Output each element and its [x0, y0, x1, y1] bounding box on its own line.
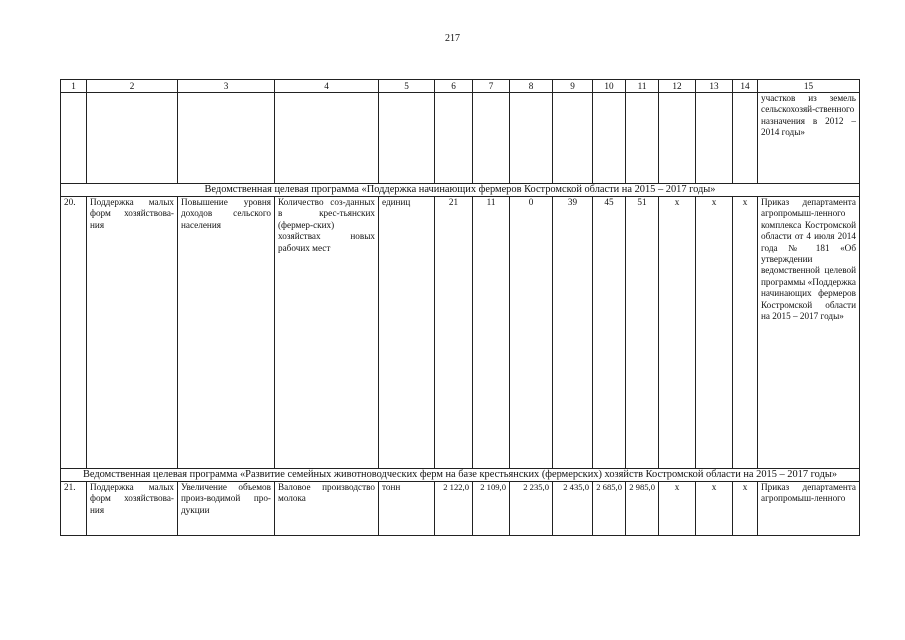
header-cell: 14	[733, 80, 758, 93]
indicator-cell: Количество соз-данных в крес-тьянских (фермер-ских) хозяйствах новых рабочих мест	[275, 197, 379, 469]
header-cell: 10	[593, 80, 626, 93]
task-cell: Поддержка малых форм хозяйствова-ния	[87, 482, 178, 536]
header-cell: 5	[379, 80, 435, 93]
value-cell: 2 685,0	[593, 482, 626, 536]
indicators-table	[60, 79, 860, 536]
row-number: 20.	[61, 197, 87, 469]
value-cell: 21	[435, 197, 473, 469]
value-cell: х	[696, 482, 733, 536]
value-cell: х	[733, 482, 758, 536]
header-cell: 1	[61, 80, 87, 93]
value-cell: 45	[593, 197, 626, 469]
row-number: 21.	[61, 482, 87, 536]
header-cell: 11	[626, 80, 659, 93]
section-title-row	[61, 469, 860, 482]
table-row	[61, 482, 860, 536]
section-title: Ведомственная целевая программа «Развитие семейных животноводческих ферм на базе крестьянских (фермерских) хозяйств Костромской области на 2015 – 2017 годы»	[61, 469, 860, 482]
section-title: Ведомственная целевая программа «Поддержка начинающих фермеров Костромской области на 2015 – 2017 годы»	[61, 184, 860, 197]
header-cell: 4	[275, 80, 379, 93]
legal-basis-cell: участков из земель сельскохозяй-ственного назначения в 2012 – 2014 годы»	[758, 93, 860, 184]
legal-basis-cell: Приказ департамента агропромыш-ленного	[758, 482, 860, 536]
value-cell: 51	[626, 197, 659, 469]
header-cell: 9	[553, 80, 593, 93]
value-cell: х	[659, 197, 696, 469]
legal-basis-cell: Приказ департамента агропромыш-ленного комплекса Костромской области от 4 июля 2014 года № 181 «Об утверждении ведомственной целевой программы «Поддержка начинающих фермеров Костромской области на 2015 – 2017 годы»	[758, 197, 860, 469]
goal-cell: Повышение уровня доходов сельского населения	[178, 197, 275, 469]
header-cell: 6	[435, 80, 473, 93]
value-cell: х	[733, 197, 758, 469]
table-row	[61, 197, 860, 469]
header-cell: 13	[696, 80, 733, 93]
unit-cell: единиц	[379, 197, 435, 469]
value-cell: 2 985,0	[626, 482, 659, 536]
value-cell: 2 109,0	[473, 482, 510, 536]
value-cell: 39	[553, 197, 593, 469]
value-cell: 2 235,0	[510, 482, 553, 536]
header-cell: 12	[659, 80, 696, 93]
header-cell: 8	[510, 80, 553, 93]
header-cell: 15	[758, 80, 860, 93]
value-cell: х	[659, 482, 696, 536]
task-cell: Поддержка малых форм хозяйствова-ния	[87, 197, 178, 469]
page-number: 217	[445, 33, 460, 44]
header-cell: 3	[178, 80, 275, 93]
value-cell: 2 122,0	[435, 482, 473, 536]
header-cell: 7	[473, 80, 510, 93]
indicator-cell: Валовое производство молока	[275, 482, 379, 536]
section-title-row	[61, 184, 860, 197]
value-cell: 11	[473, 197, 510, 469]
unit-cell: тонн	[379, 482, 435, 536]
value-cell: 2 435,0	[553, 482, 593, 536]
continuation-row	[61, 93, 860, 184]
value-cell: 0	[510, 197, 553, 469]
header-row	[61, 80, 860, 93]
goal-cell: Увеличение объемов произ-водимой про-дукции	[178, 482, 275, 536]
header-cell: 2	[87, 80, 178, 93]
value-cell: х	[696, 197, 733, 469]
